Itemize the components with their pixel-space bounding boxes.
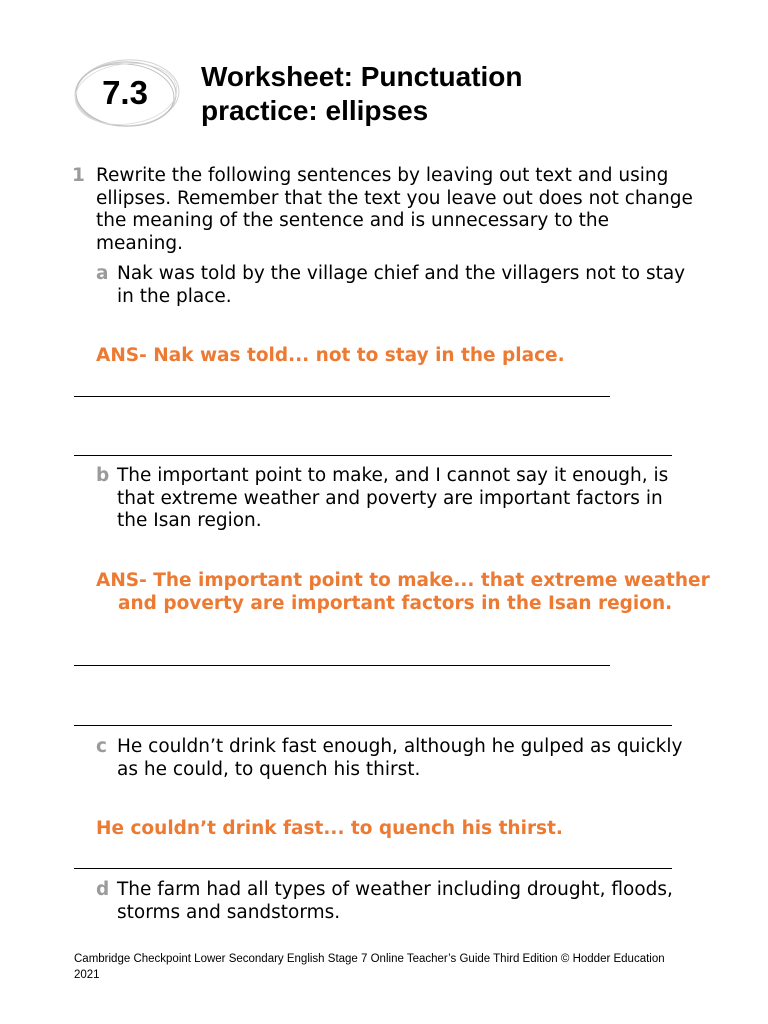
copyright-footer: Cambridge Checkpoint Lower Secondary English Stage 7 Online Teacher’s Guide Third Edition © Hodder Education 2021 <box>74 953 665 981</box>
item-a-letter: a <box>96 263 109 284</box>
question-text: Rewrite the following sentences by leaving out text and using ellipses. Remember that the text you leave out does not change the meaning of the sentence and is unnecessary to the meaning. <box>96 165 693 254</box>
item-c-text: He couldn’t drink fast enough, although he gulped as quickly as he could, to quench his thirst. <box>117 736 683 780</box>
item-a-text: Nak was told by the village chief and the villagers not to stay in the place. <box>117 263 686 307</box>
title-line-2: practice: ellipses <box>201 95 429 126</box>
item-d-text: The farm had all types of weather including drought, floods, storms and sandstorms. <box>117 879 673 923</box>
answer-line <box>74 868 672 869</box>
item-c-letter: c <box>96 736 107 757</box>
item-b-answer: ANS- The important point to make... that extreme weather and poverty are important factors in the Isan region. <box>96 570 710 614</box>
section-badge <box>72 58 184 130</box>
answer-line <box>74 665 610 666</box>
title-line-1: Worksheet: Punctuation <box>201 61 523 92</box>
answer-line <box>74 725 672 726</box>
item-d-letter: d <box>96 879 110 900</box>
item-b-letter: b <box>96 465 110 486</box>
item-c-answer: He couldn’t drink fast... to quench his thirst. <box>96 818 563 839</box>
answer-line <box>74 455 672 456</box>
item-a-answer: ANS- Nak was told... not to stay in the place. <box>96 345 565 366</box>
page-title <box>201 60 721 128</box>
item-b-text: The important point to make, and I cannot say it enough, is that extreme weather and poverty are important factors in the Isan region. <box>117 465 669 531</box>
question-number: 1 <box>72 165 85 186</box>
answer-line <box>74 396 610 397</box>
section-number: 7.3 <box>102 74 148 111</box>
